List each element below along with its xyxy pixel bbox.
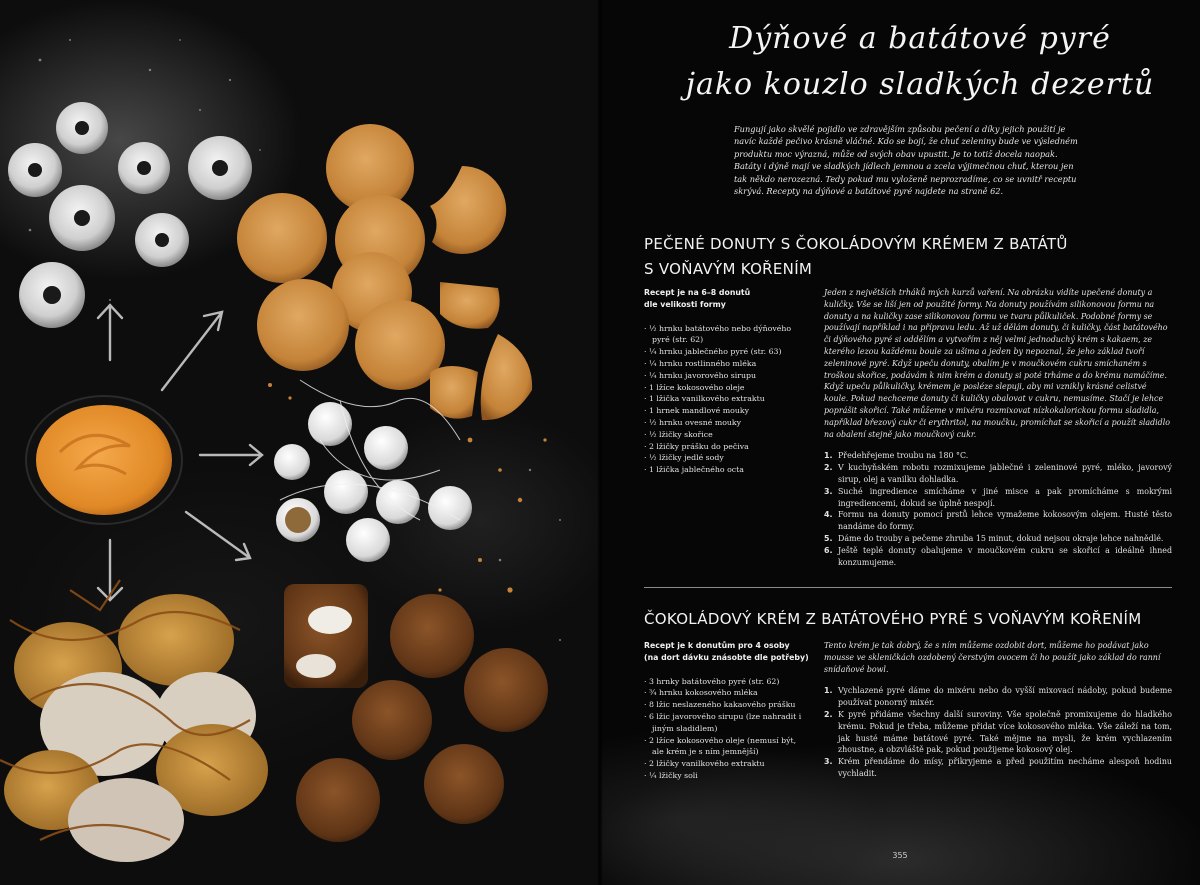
- recipe-2-heading: ČOKOLÁDOVÝ KRÉM Z BATÁTOVÉHO PYRÉ S VOŇAVÝM KOŘENÍM: [644, 610, 1142, 628]
- step-text: Předehřejeme troubu na 180 °C.: [838, 451, 969, 461]
- recipe-1-heading: [644, 232, 1184, 282]
- step-item: 3. Suché ingredience smícháme v jiné misce a pak promícháme s mokrými ingrediencemi, dokud se úplně nespojí.: [824, 486, 1172, 508]
- ingredient-item: · 1 lžička jablečného octa: [644, 464, 809, 476]
- step-item: 1. Vychlazené pyré dáme do mixéru nebo do vyšší mixovací nádoby, pokud budeme používat ponorný mixér.: [824, 686, 1172, 708]
- page-number: 355: [892, 851, 908, 860]
- ingredient-item: · 1 lžička vanilkového extraktu: [644, 393, 809, 405]
- ingredient-item: · 2 lžičky prášku do pečiva: [644, 441, 809, 453]
- ingredient-item: · ½ hrnku batátového nebo dýňového pyré (str. 62): [644, 323, 809, 347]
- page-title-line-2: jako kouzlo sladkých dezertů: [685, 67, 1155, 102]
- recipe-2-steps: [824, 685, 1172, 779]
- book-gutter: [597, 0, 603, 885]
- page-title: [640, 16, 1200, 108]
- ingredient-item: · ¼ hrnku rostlinného mléka: [644, 358, 809, 370]
- step-text: Krém přendáme do mísy, přikryjeme a před použitím necháme alespoň hodinu vychladit.: [838, 757, 1172, 778]
- recipe-2-yield-line-2: (na dort dávku znásobte dle potřeby): [644, 652, 809, 662]
- ingredient-item: · ¼ lžičky soli: [644, 770, 809, 782]
- ingredient-item: · 1 lžíce kokosového oleje: [644, 382, 809, 394]
- recipe-2-lead: Tento krém je tak dobrý, že s ním můžeme ozdobit dort, můžeme ho podávat jako mousse ve skleničkách ozdobený čerstvým ovocem či ho použít jako základ do ranní snídaňové bowl.: [824, 641, 1161, 674]
- ingredient-item: · 2 lžíce kokosového oleje (nemusí být, ale krém je s ním jemnější): [644, 735, 809, 759]
- recipe-1-yield: [644, 287, 809, 311]
- ingredient-item: · 3 hrnky batátového pyré (str. 62): [644, 676, 809, 688]
- recipe-2-yield-line-1: Recept je k donutům pro 4 osoby: [644, 641, 790, 650]
- step-text: Suché ingredience smícháme v jiné misce a pak promícháme s mokrými ingrediencemi, dokud se úplně nespojí.: [838, 486, 1172, 508]
- ingredient-item: · ¼ hrnku javorového sirupu: [644, 370, 809, 382]
- step-text: V kuchyňském robotu rozmixujeme jablečné i zeleninové pyré, mléko, javorový sirup, olej a vanilku dohladka.: [838, 463, 1172, 484]
- recipe-2-yield: [644, 640, 809, 664]
- recipe-2-ingredients: [644, 640, 809, 782]
- recipe-1-ingredients: [644, 287, 809, 476]
- cookies: [237, 124, 532, 420]
- step-item: 1. Předehřejeme troubu na 180 °C.: [824, 451, 969, 461]
- step-text: Ještě teplé donuty obalujeme v moučkovém cukru se skořicí a ideálně ihned konzumujeme.: [838, 545, 1172, 567]
- caramel-cookies: [4, 594, 268, 862]
- puree-bowl: [26, 396, 182, 524]
- recipe-1-steps: [824, 450, 1172, 568]
- ingredient-item: · 1 hrnek mandlové mouky: [644, 405, 809, 417]
- sugar-donuts: [8, 102, 252, 328]
- step-item: 2. K pyré přidáme všechny další suroviny. Vše společně promixujeme do hladkého krému. Pokud je třeba, můžeme přidat více kokosového mléka. Vše záleží na tom, jak husté máme batátové pyré. Také mějme na mysli, že krém vychlazením zhoustne, a obzvláště pak, pokud použijeme kokosový olej.: [824, 709, 1172, 755]
- step-text: Dáme do trouby a pečeme zhruba 15 minut, dokud nejsou okraje lehce nahnědlé.: [838, 533, 1164, 543]
- recipe-1-yield-line-2: dle velikosti formy: [644, 299, 726, 309]
- step-text: K pyré přidáme všechny další suroviny. Vše společně promixujeme do hladkého krému. Pokud je třeba, můžeme přidat více kokosového mléka. Vše záleží na tom, jak husté máme batátové pyré. Také mějme na mysli, že krém vychlazením zhoustne, a obzvláště pak, pokud použijeme kokosový olej.: [838, 709, 1172, 755]
- ingredient-item: · ½ lžičky jedlé sody: [644, 452, 809, 464]
- recipe-1-lead: Jeden z největších trháků mých kurzů vaření. Na obrázku vidíte upečené donuty a kuličky. Vše se liší jen od použité formy. Na donuty používám silikonovou formu na donuty a na kuličky zase silikonovou formu ve tvaru půlkuliček. Podobné formy se používají například i na přípravu ledu. Až už dělám donuty, či kuličky, část batátového či dýňového pyré si oddělím a vytvořím z něj velmi jednoduchý krém s kakaem, ze kterého lezou každému boule za ušima a jeden by nepoznal, že jeho základ tvoří zeleninové pyré. Když upeču donuty, obalím je v moučkovém cukru smíchaném s troškou skořice, podávám k nim krém a donuty si poté trháme a do krému namáčíme. Když upeču půlkuličky, krémem je posléze slepuji, aby mi vznikly krásné celistvé koule. Pokud nechceme donuty či kuličky obalovat v cukru, nemusíme. Stačí je lehce poprášit skořicí. Také můžeme v mixéru rozmixovat nízkokalorickou formu sladidla, například březový cukr či erythritol, na moučku, promíchat se skořicí a použít sladidlo na obalení stejně jako moučkový cukr.: [824, 288, 1171, 439]
- recipe-1-ingredient-list: [644, 323, 809, 476]
- recipe-2-method: [824, 640, 1172, 780]
- step-item: 5. Dáme do trouby a pečeme zhruba 15 minut, dokud nejsou okraje lehce nahnědlé.: [824, 533, 1164, 543]
- step-item: 6. Ještě teplé donuty obalujeme v moučkovém cukru se skořicí a ideálně ihned konzumujeme.: [824, 545, 1172, 567]
- step-item: 3. Krém přendáme do mísy, přikryjeme a před použitím necháme alespoň hodinu vychladit.: [824, 757, 1172, 778]
- recipe-1-heading-line-1: PEČENÉ DONUTY S ČOKOLÁDOVÝM KRÉMEM Z BATÁTŮ: [644, 235, 1068, 253]
- ingredient-item: · ¼ hrnku jablečného pyré (str. 63): [644, 346, 809, 358]
- page-title-line-1: Dýňové a batátové pyré: [729, 21, 1111, 56]
- ingredient-item: · 2 lžičky vanilkového extraktu: [644, 758, 809, 770]
- step-item: 2. V kuchyňském robotu rozmixujeme jablečné i zeleninové pyré, mléko, javorový sirup, olej a vanilku dohladka.: [824, 463, 1172, 484]
- step-text: Vychlazené pyré dáme do mixéru nebo do vyšší mixovací nádoby, pokud budeme používat ponorný mixér.: [838, 686, 1172, 708]
- ingredient-item: · ½ hrnku ovesné mouky: [644, 417, 809, 429]
- recipe-2-ingredient-list: [644, 676, 809, 782]
- recipe-1-yield-line-1: Recept je na 6–8 donutů: [644, 288, 751, 297]
- step-item: 4. Formu na donuty pomocí prstů lehce vymažeme kokosovým olejem. Husté těsto nandáme do formy.: [824, 510, 1172, 532]
- white-balls: [274, 402, 472, 562]
- recipe-1-method: [824, 287, 1172, 568]
- recipe-1-heading-line-2: S VOŇAVÝM KOŘENÍM: [644, 260, 813, 278]
- recipe-page: [600, 0, 1200, 885]
- ingredient-item: · 6 lžic javorového sirupu (lze nahradit i jiným sladidlem): [644, 711, 809, 735]
- step-text: Formu na donuty pomocí prstů lehce vymažeme kokosovým olejem. Husté těsto nandáme do formy.: [838, 510, 1172, 532]
- ingredient-item: · ¾ hrnku kokosového mléka: [644, 687, 809, 699]
- muffins: [284, 584, 548, 842]
- intro-paragraph: Fungují jako skvělé pojidlo ve zdravějším způsobu pečení a díky jejich použití je navíc každé pečivo krásně vláčné. Kdo se bojí, že chuť zeleniny bude ve výsledném produktu moc výrazná, může od svých obav upustit. Je to totiž docela naopak. Batáty i dýně mají ve sladkých jídlech jemnou a zcela výjimečnou chuť, kterou jen tak někdo nerozezná. Tedy pokud mu vyloženě neprozradíme, co se uvnitř receptu skrývá. Recepty na dýňové a batátové pyré najdete na straně 62.: [734, 124, 1078, 197]
- ingredient-item: · ½ lžičky skořice: [644, 429, 809, 441]
- section-divider: [644, 587, 1172, 588]
- ingredient-item: · 8 lžic neslazeného kakaového prášku: [644, 699, 809, 711]
